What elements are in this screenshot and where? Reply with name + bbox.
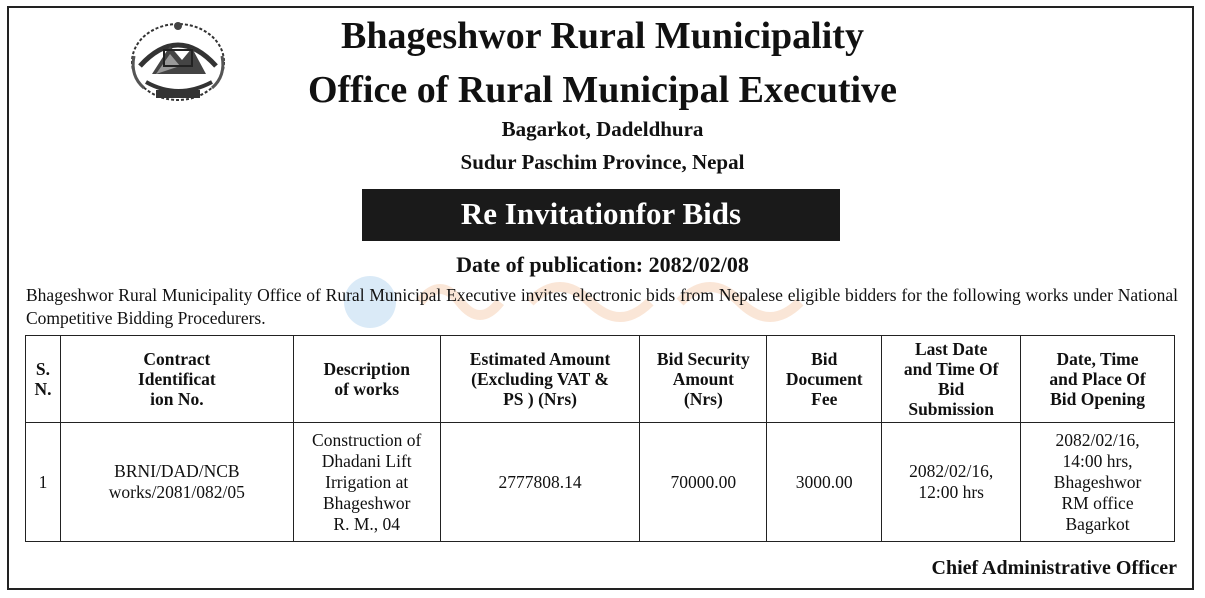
intro-paragraph: Bhageshwor Rural Municipality Office of Rural Municipal Executive invites electronic bids from Nepalese eligible bidders for the following works under National Competitive Bidding Procedurers. <box>26 285 1178 328</box>
office-title: Office of Rural Municipal Executive <box>308 69 897 111</box>
header-opening: Date, Time and Place Of Bid Opening <box>1021 336 1175 423</box>
cell-contract-id: BRNI/DAD/NCB works/2081/082/05 <box>60 423 293 542</box>
header-bid-security: Bid Security Amount (Nrs) <box>640 336 767 423</box>
address-line-1: Bagarkot, Dadeldhura <box>501 117 704 141</box>
cell-bid-security: 70000.00 <box>640 423 767 542</box>
cell-sn: 1 <box>26 423 61 542</box>
cell-description: Construction of Dhadani Lift Irrigation at Bhageshwor R. M., 04 <box>293 423 440 542</box>
header-submission: Last Date and Time Of Bid Submission <box>882 336 1021 423</box>
municipality-title: Bhageshwor Rural Municipality <box>341 15 864 57</box>
signatory: Chief Administrative Officer <box>931 557 1177 579</box>
address-line-2: Sudur Paschim Province, Nepal <box>460 150 745 174</box>
header-sn: S. N. <box>26 336 61 423</box>
publication-date: Date of publication: 2082/02/08 <box>456 252 749 277</box>
table-header-row <box>26 336 1175 423</box>
header-description: Description of works <box>293 336 440 423</box>
cell-submission: 2082/02/16, 12:00 hrs <box>882 423 1021 542</box>
header-contract-id: Contract Identificat ion No. <box>60 336 293 423</box>
table-row <box>26 423 1175 542</box>
cell-document-fee: 3000.00 <box>767 423 882 542</box>
header-estimated-amount: Estimated Amount (Excluding VAT & PS ) (Nrs) <box>440 336 640 423</box>
header-document-fee: Bid Document Fee <box>767 336 882 423</box>
cell-opening: 2082/02/16, 14:00 hrs, Bhageshwor RM office Bagarkot <box>1021 423 1175 542</box>
bid-table <box>25 335 1175 542</box>
cell-estimated-amount: 2777808.14 <box>440 423 640 542</box>
notice-banner: Re Invitationfor Bids <box>362 189 840 241</box>
